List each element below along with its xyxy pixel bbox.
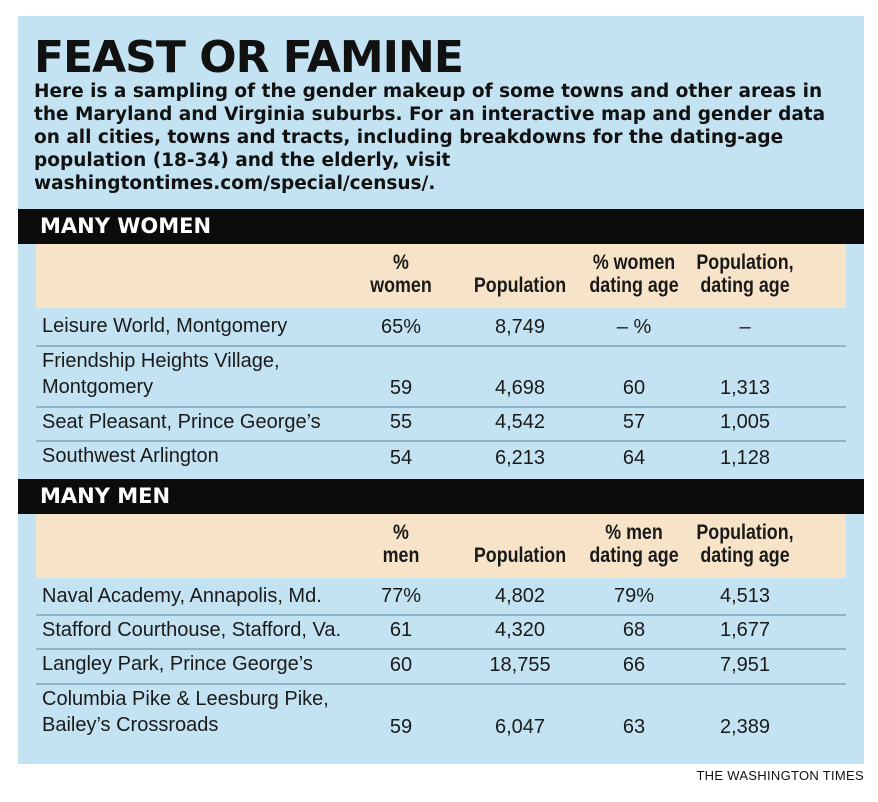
row-divider [36, 345, 846, 347]
table-cell: 66 [622, 654, 646, 676]
row-divider [36, 406, 846, 408]
graphic-title: FEAST OR FAMINE [34, 32, 463, 83]
intro-text: Here is a sampling of the gender makeup of some towns and other areas in the Maryland and Virginia suburbs. For an interactive map and gender data on all cities, towns and tracts, including breakdowns for the dating-age population (18-34) and the elderly, visit washingtontimes.com/special/census/. [34, 81, 826, 194]
table-cell: 79% [613, 585, 655, 607]
table-cell: 68 [622, 619, 646, 641]
table-cell: 65% [380, 316, 422, 338]
table-cell: 1,313 [719, 377, 771, 399]
row-divider [36, 648, 846, 650]
table-cell: 1,128 [719, 447, 771, 469]
column-header: % women dating age [589, 251, 679, 297]
table-cell: 6,213 [494, 447, 546, 469]
source-credit: THE WASHINGTON TIMES [696, 768, 864, 783]
row-label: Langley Park, Prince George’s [42, 653, 313, 675]
table-cell: 4,513 [719, 585, 771, 607]
table-cell: 4,320 [494, 619, 546, 641]
table-cell: 1,677 [719, 619, 771, 641]
table-cell: 57 [622, 411, 646, 433]
row-divider [36, 440, 846, 442]
column-header: Population [473, 274, 567, 297]
table-cell: 59 [389, 377, 413, 399]
row-label: Naval Academy, Annapolis, Md. [42, 585, 322, 607]
row-label: Seat Pleasant, Prince George’s [42, 411, 321, 433]
column-header: Population, dating age [696, 251, 794, 297]
table-cell: 1,005 [719, 411, 771, 433]
section-heading: MANY WOMEN [18, 209, 864, 244]
column-header: Population, dating age [696, 521, 794, 567]
table-cell: 60 [389, 654, 413, 676]
column-header: Population [473, 544, 567, 567]
row-label: Columbia Pike & Leesburg Pike, Bailey’s Crossroads [42, 688, 329, 736]
row-label: Friendship Heights Village, Montgomery [42, 350, 280, 398]
row-label: Leisure World, Montgomery [42, 315, 288, 337]
table-cell: 63 [622, 716, 646, 738]
table-cell: 7,951 [719, 654, 771, 676]
table-cell: – [739, 316, 751, 338]
section-heading: MANY MEN [18, 479, 864, 514]
table-cell: 59 [389, 716, 413, 738]
column-header: % men dating age [589, 521, 679, 567]
table-cell: 6,047 [494, 716, 546, 738]
table-cell: 64 [622, 447, 646, 469]
table-cell: 4,802 [494, 585, 546, 607]
column-header: % men [382, 521, 420, 567]
column-header: % women [370, 251, 432, 297]
table-cell: 55 [389, 411, 413, 433]
table-cell: 18,755 [489, 654, 551, 676]
row-label: Southwest Arlington [42, 445, 219, 467]
table-cell: 8,749 [494, 316, 546, 338]
table-cell: 60 [622, 377, 646, 399]
table-cell: 2,389 [719, 716, 771, 738]
row-label: Stafford Courthouse, Stafford, Va. [42, 619, 342, 641]
table-cell: 4,698 [494, 377, 546, 399]
table-cell: – % [616, 316, 652, 338]
row-divider [36, 614, 846, 616]
table-cell: 61 [389, 619, 413, 641]
row-divider [36, 683, 846, 685]
table-cell: 54 [389, 447, 413, 469]
table-cell: 4,542 [494, 411, 546, 433]
table-cell: 77% [380, 585, 422, 607]
